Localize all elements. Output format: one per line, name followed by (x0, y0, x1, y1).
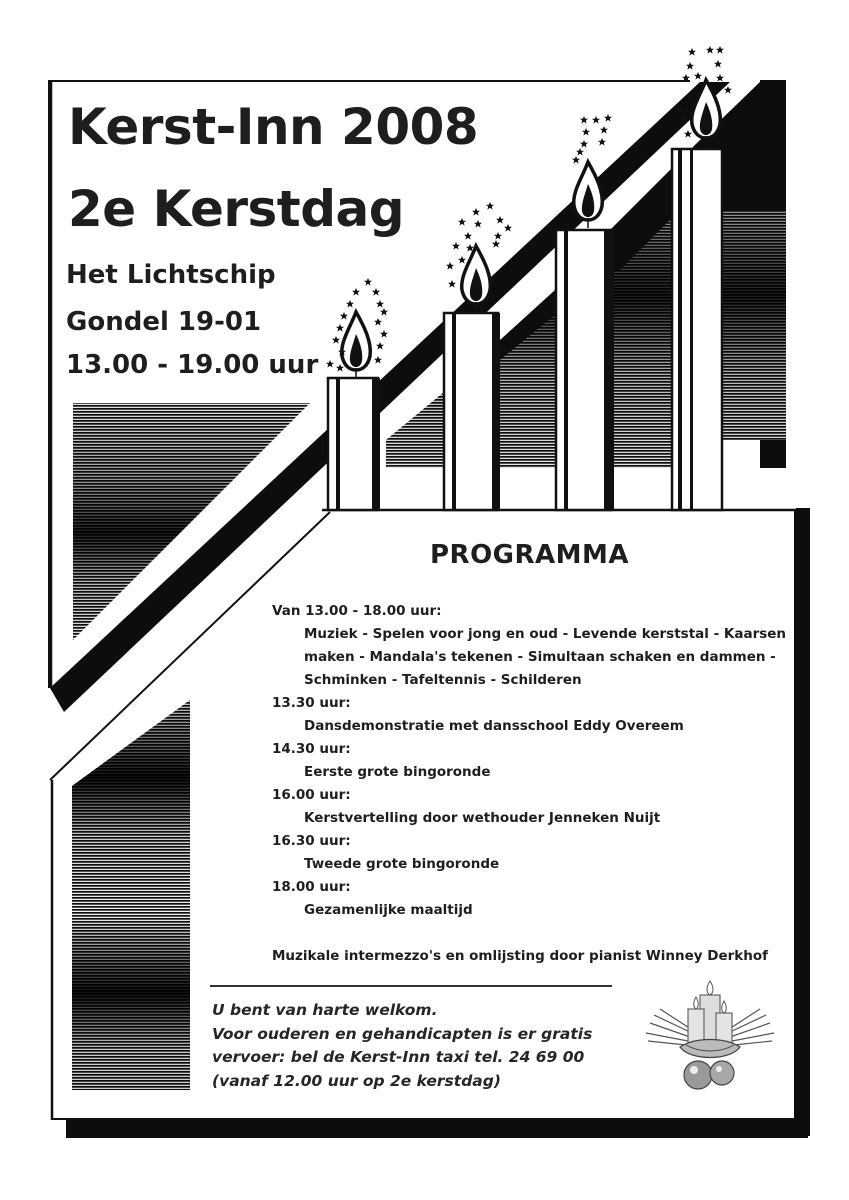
programme-note: Muzikale intermezzo's en omlijsting door pianist Winney Derkhof (272, 948, 769, 964)
programme-time: Van 13.00 - 18.00 uur: (272, 603, 442, 619)
programme-description: Schminken - Tafeltennis - Schilderen (304, 672, 582, 688)
programme-time: 16.30 uur: (272, 833, 351, 849)
programme-description: Kerstvertelling door wethouder Jenneken Nuijt (304, 810, 661, 826)
candle-wreath-ornament-icon (646, 981, 774, 1089)
programme-description: Gezamenlijke maaltijd (304, 902, 473, 918)
welcome-text (212, 999, 592, 1093)
programme-list (272, 600, 786, 968)
event-title: Kerst-Inn 2008 (68, 98, 479, 156)
programme-item (272, 600, 786, 692)
programme-description: Eerste grote bingoronde (304, 764, 491, 780)
transport-hours-line: (vanaf 12.00 uur op 2e kerstdag) (212, 1071, 501, 1090)
programme-item (272, 692, 786, 738)
programme-heading: PROGRAMMA (430, 540, 630, 570)
event-subtitle: 2e Kerstdag (68, 180, 405, 238)
programme-time: 14.30 uur: (272, 741, 351, 757)
programme-time: 13.30 uur: (272, 695, 351, 711)
programme-item (272, 830, 786, 876)
divider (210, 985, 612, 987)
programme-time: 16.00 uur: (272, 787, 351, 803)
transport-line: Voor ouderen en gehandicapten is er gratis (212, 1024, 593, 1043)
frame-shadow-bottom (66, 1118, 808, 1138)
programme-item (272, 876, 786, 922)
programme-item (272, 784, 786, 830)
venue-name: Het Lichtschip (66, 260, 276, 290)
programme-description: maken - Mandala's tekenen - Simultaan schaken en dammen - (304, 649, 776, 665)
transport-phone-line: vervoer: bel de Kerst-Inn taxi tel. 24 69 00 (212, 1048, 585, 1066)
programme-description: Tweede grote bingoronde (304, 856, 500, 872)
venue-address: Gondel 19-01 (66, 307, 262, 337)
frame-shadow-right (794, 508, 810, 1136)
programme-time: 18.00 uur: (272, 879, 351, 895)
programme-description: Dansdemonstratie met dansschool Eddy Overeem (304, 718, 684, 734)
programme-description: Muziek - Spelen voor jong en oud - Levende kerststal - Kaarsen (304, 626, 787, 642)
programme-item (272, 738, 786, 784)
welcome-line: U bent van harte welkom. (212, 1001, 438, 1019)
event-hours: 13.00 - 19.00 uur (66, 350, 319, 380)
